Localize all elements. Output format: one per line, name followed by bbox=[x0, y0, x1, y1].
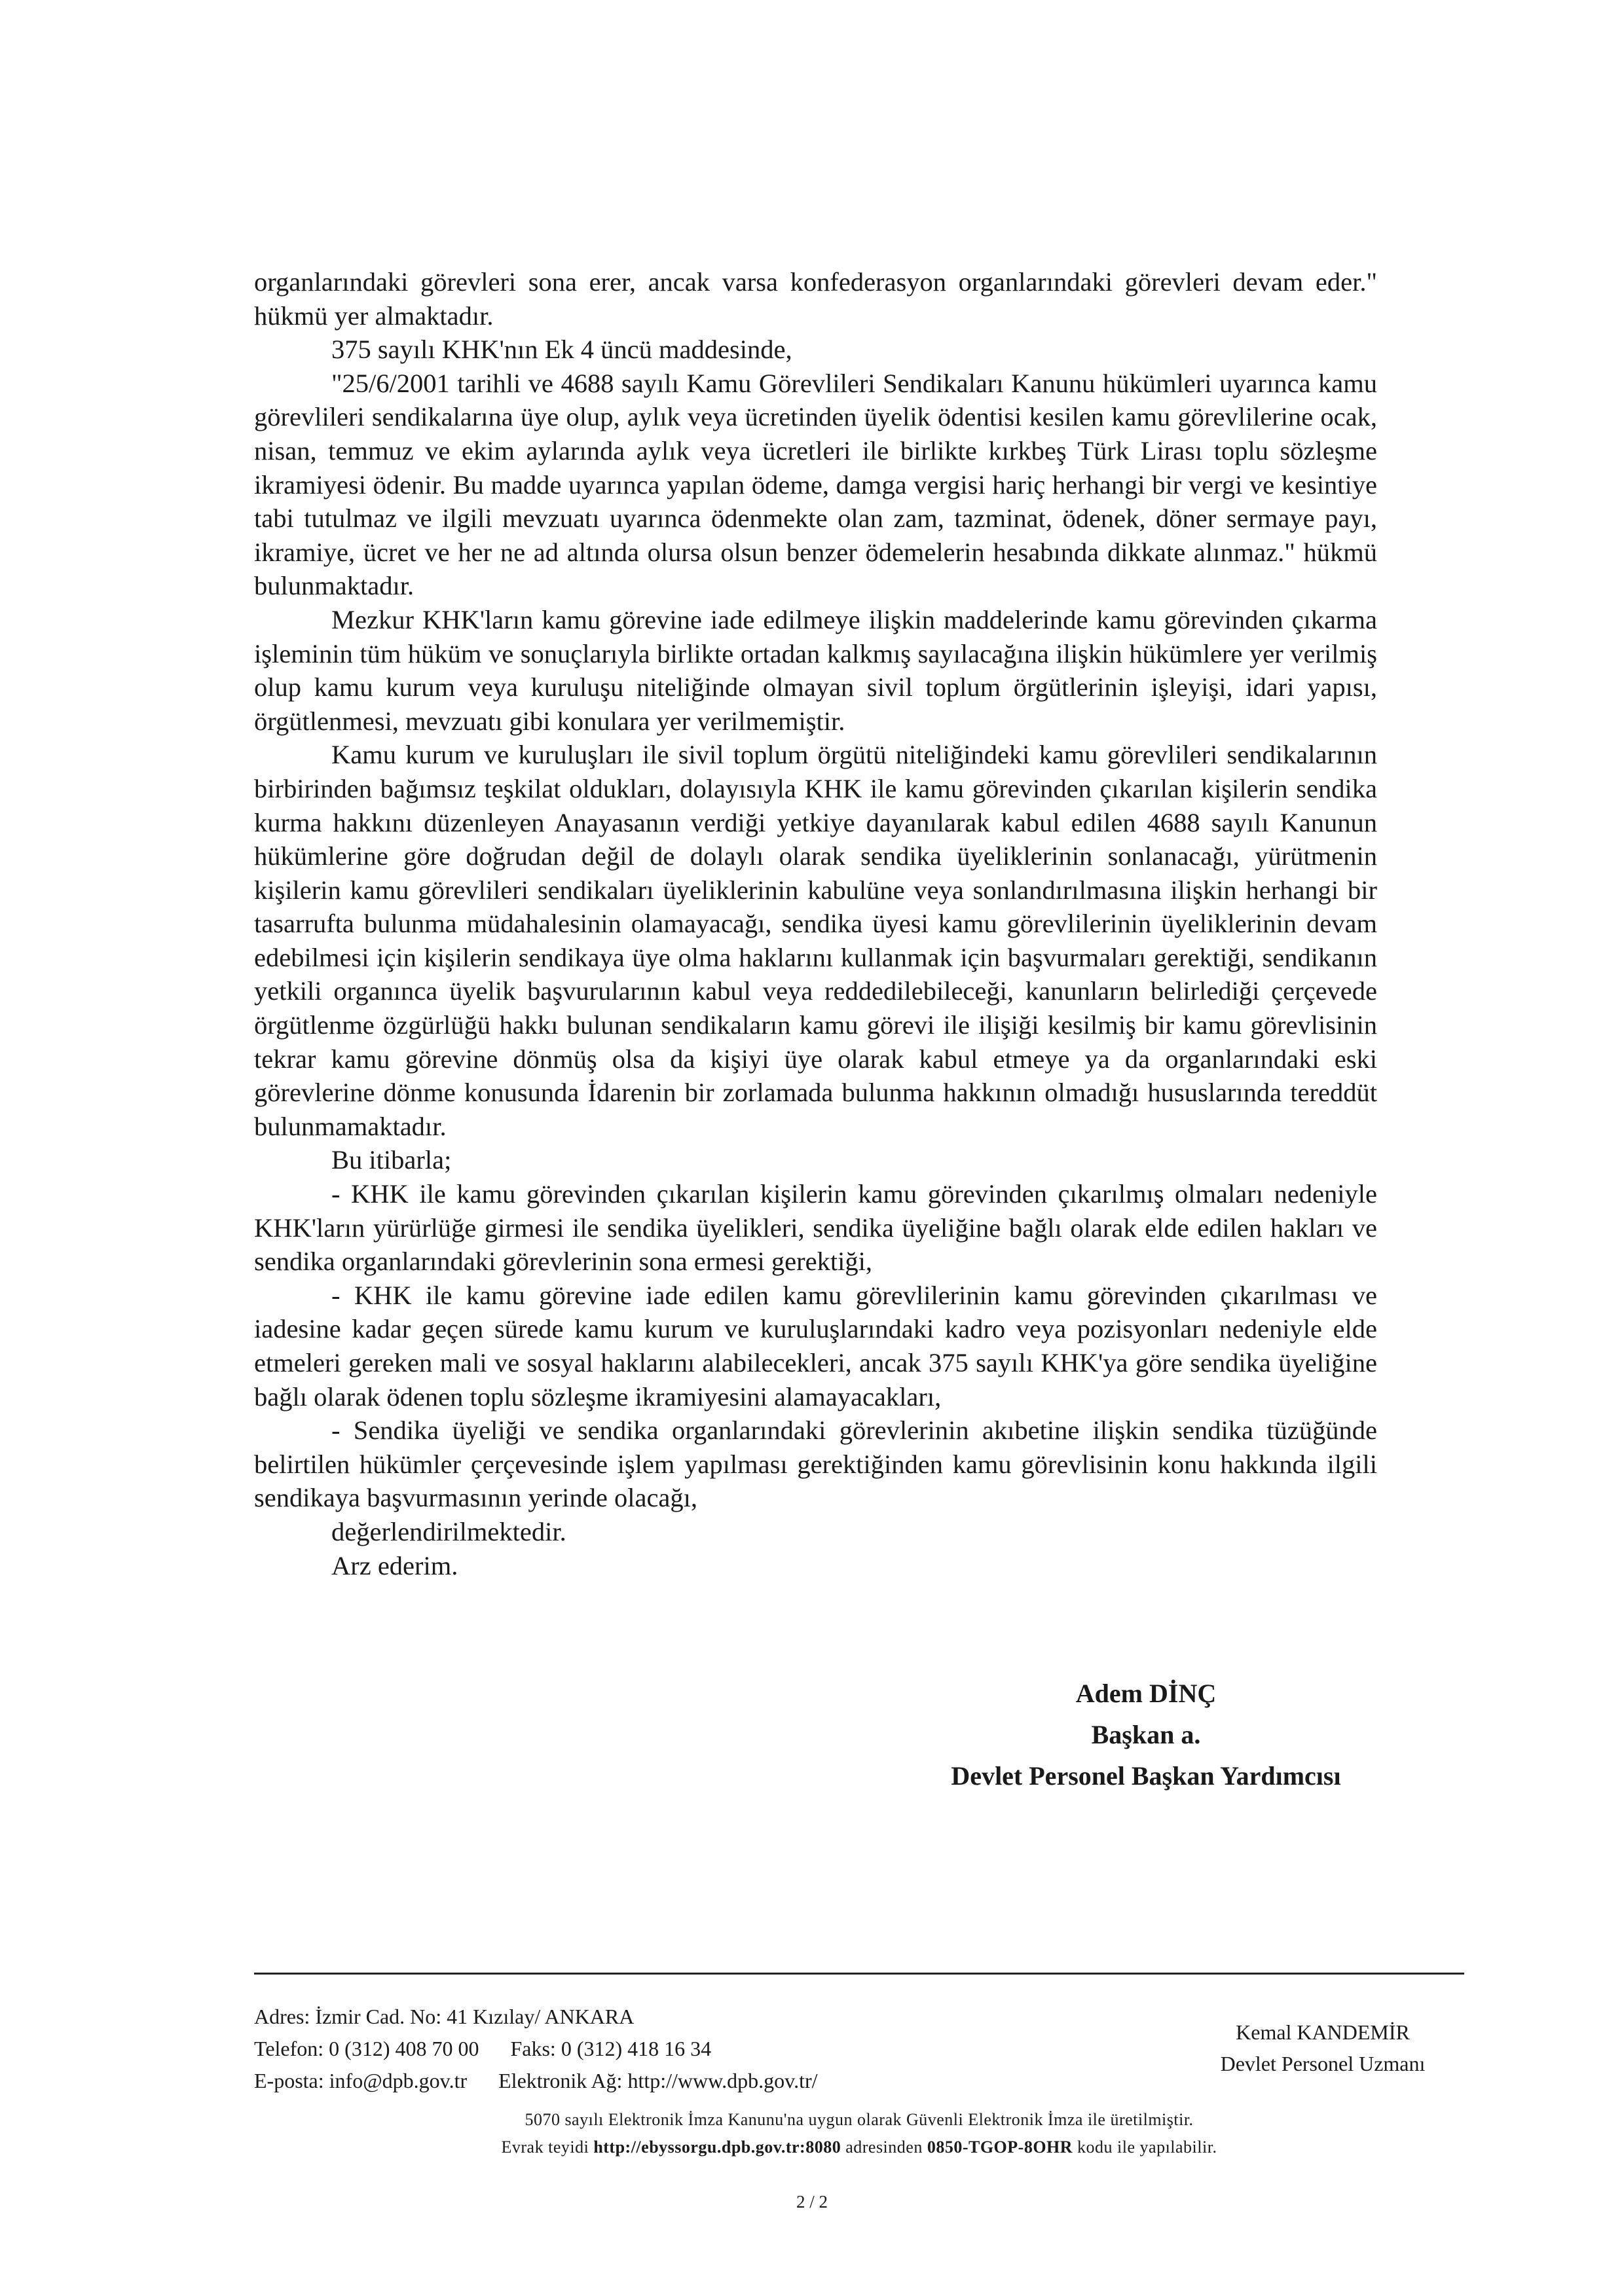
officer-name: Kemal KANDEMİR bbox=[1236, 2020, 1410, 2044]
conclusion-item-1: - KHK ile kamu görevinden çıkarılan kişilerin kamu görevinden çıkarılmış olmaları nedeniyle KHK'ların yürürlüğe girmesi ile sendika üyelikleri, sendika üyeliğine bağlı olarak elde edilen hakları ve sendika organlarındaki görevlerinin sona ermesi gerektiği, bbox=[254, 1179, 1377, 1277]
footer-web: Elektronik Ağ: http://www.dpb.gov.tr/ bbox=[498, 2069, 818, 2092]
footer-email-web-row bbox=[254, 2065, 818, 2097]
esign-note: 5070 sayılı Elektronik İmza Kanunu'na uygun olarak Güvenli Elektronik İmza ile üretilmiştir. bbox=[525, 2110, 1194, 2129]
paragraph-khk-375-intro: 375 sayılı KHK'nın Ek 4 üncü maddesinde, bbox=[331, 335, 792, 365]
paragraph-bu-itibarla: Bu itibarla; bbox=[331, 1145, 452, 1175]
officer-title: Devlet Personel Uzmanı bbox=[1220, 2052, 1426, 2075]
verify-prefix: Evrak teyidi bbox=[501, 2138, 589, 2157]
signatory-title: Devlet Personel Başkan Yardımcısı bbox=[951, 1761, 1341, 1791]
paragraph-khk-375-quote: "25/6/2001 tarihli ve 4688 sayılı Kamu Görevlileri Sendikaları Kanunu hükümleri uyarınca kamu görevlileri sendikalarına üye olup, aylık veya ücretinden üyelik ödentisi kesilen kamu görevlilerine ocak, nisan, temmuz ve ekim aylarında aylık veya ücretleri ile birlikte kırkbeş Türk Lirası toplu sözleşme ikramiyesi ödenir. Bu madde uyarınca yapılan ödeme, damga vergisi hariç herhangi bir vergi ve kesintiye tabi tutulmaz ve ilgili mevzuatı uyarınca ödenmekte olan zam, tazminat, ödenek, döner sermaye payı, ikramiye, ücret ve her ne ad altında olursa olsun benzer ödemelerin hesabında dikkate alınmaz." hükmü bulunmaktadır. bbox=[254, 368, 1377, 601]
signature-block bbox=[851, 1673, 1441, 1796]
verify-url[interactable]: http://ebyssorgu.dpb.gov.tr:8080 bbox=[593, 2138, 841, 2157]
footer-email: E-posta: info@dpb.gov.tr bbox=[254, 2069, 468, 2092]
footer-address: Adres: İzmir Cad. No: 41 Kızılay/ ANKARA bbox=[254, 2005, 635, 2028]
letter-body bbox=[254, 265, 1377, 1582]
verify-suffix: kodu ile yapılabilir. bbox=[1077, 2138, 1217, 2157]
verification-note bbox=[254, 2136, 1464, 2159]
verify-code: 0850-TGOP-8OHR bbox=[927, 2138, 1073, 2157]
footer-officer bbox=[1153, 2016, 1493, 2079]
paragraph-mezkur-khk: Mezkur KHK'ların kamu görevine iade edilmeye ilişkin maddelerinde kamu görevinden çıkarma işleminin tüm hüküm ve sonuçlarıyla birlikte ortadan kalkmış sayılacağına ilişkin hükümlere yer verilmiş olup kamu kurum veya kuruluşu niteliğinde olmayan sivil toplum örgütlerinin işleyişi, idari yapısı, örgütlenmesi, mevzuatı gibi konulara yer verilmemiştir. bbox=[254, 604, 1377, 736]
signatory-role: Başkan a. bbox=[1091, 1720, 1201, 1749]
footer-phone-fax-row bbox=[254, 2033, 818, 2065]
footer-contact bbox=[254, 2001, 818, 2097]
page-number: 2 / 2 bbox=[796, 2192, 828, 2212]
footer-phone: Telefon: 0 (312) 408 70 00 bbox=[254, 2037, 479, 2060]
conclusion-item-3: - Sendika üyeliği ve sendika organlarındaki görevlerinin akıbetine ilişkin sendika tüzüğünde belirtilen hükümler çerçevesinde işlem yapılması gerektiğinden kamu görevlisinin konu hakkında ilgili sendikaya başvurmasının yerinde olacağı, bbox=[254, 1415, 1377, 1513]
footer-fax: Faks: 0 (312) 418 16 34 bbox=[510, 2037, 712, 2060]
closing-line: Arz ederim. bbox=[331, 1550, 458, 1580]
conclusion-item-2: - KHK ile kamu görevine iade edilen kamu görevlilerinin kamu görevinden çıkarılması ve iadesine kadar geçen sürede kamu kurum ve kuruluşlarındaki kadro veya pozisyonları nedeniyle elde etmeleri gereken mali ve sosyal haklarını alabilecekleri, ancak 375 sayılı KHK'ya göre sendika üyeliğine bağlı olarak ödenen toplu sözleşme ikramiyesini alamayacakları, bbox=[254, 1280, 1377, 1412]
evaluation-line: değerlendirilmektedir. bbox=[331, 1516, 566, 1546]
signatory-name: Adem DİNÇ bbox=[1075, 1679, 1217, 1708]
paragraph-kamu-kurum: Kamu kurum ve kuruluşları ile sivil toplum örgütü niteliğindeki kamu görevlileri sendikalarının birbirinden bağımsız teşkilat oldukları, dolayısıyla KHK ile kamu görevinden çıkarılan kişilerin sendika kurma hakkını düzenleyen Anayasanın verdiği yetkiye dayanılarak kabul edilen 4688 sayılı Kanunun hükümlerine göre doğrudan değil de dolaylı olarak sendika üyeliklerinin sonlanacağı, yürütmenin kişilerin kamu görevlileri sendikaları üyeliklerinin kabulüne veya sonlandırılmasına ilişkin herhangi bir tasarrufta bulunma müdahalesinin olamayacağı, sendika üyesi kamu görevlilerinin üyeliklerinin devam edebilmesi için kişilerin sendikaya üye olma haklarını kullanmak için başvurmaları gerektiği, sendikanın yetkili organınca üyelik başvurularının kabul veya reddedilebileceği, kanunların belirlediği çerçevede örgütlenme özgürlüğü hakkı bulunan sendikaların kamu görevi ile ilişiği kesilmiş bir kamu görevlisinin tekrar kamu görevine dönmüş olsa da kişiyi üye olarak kabul etmeye ya da organlarındaki eski görevlerine dönme konusunda İdarenin bir zorlamada bulunma hakkının olmadığı hususlarında tereddüt bulunmamaktadır. bbox=[254, 740, 1377, 1141]
footer-divider bbox=[254, 1973, 1464, 1975]
paragraph-continuation: organlarındaki görevleri sona erer, ancak varsa konfederasyon organlarındaki görevleri devam eder." hükmü yer almaktadır. bbox=[254, 267, 1377, 331]
verify-middle: adresinden bbox=[845, 2138, 923, 2157]
